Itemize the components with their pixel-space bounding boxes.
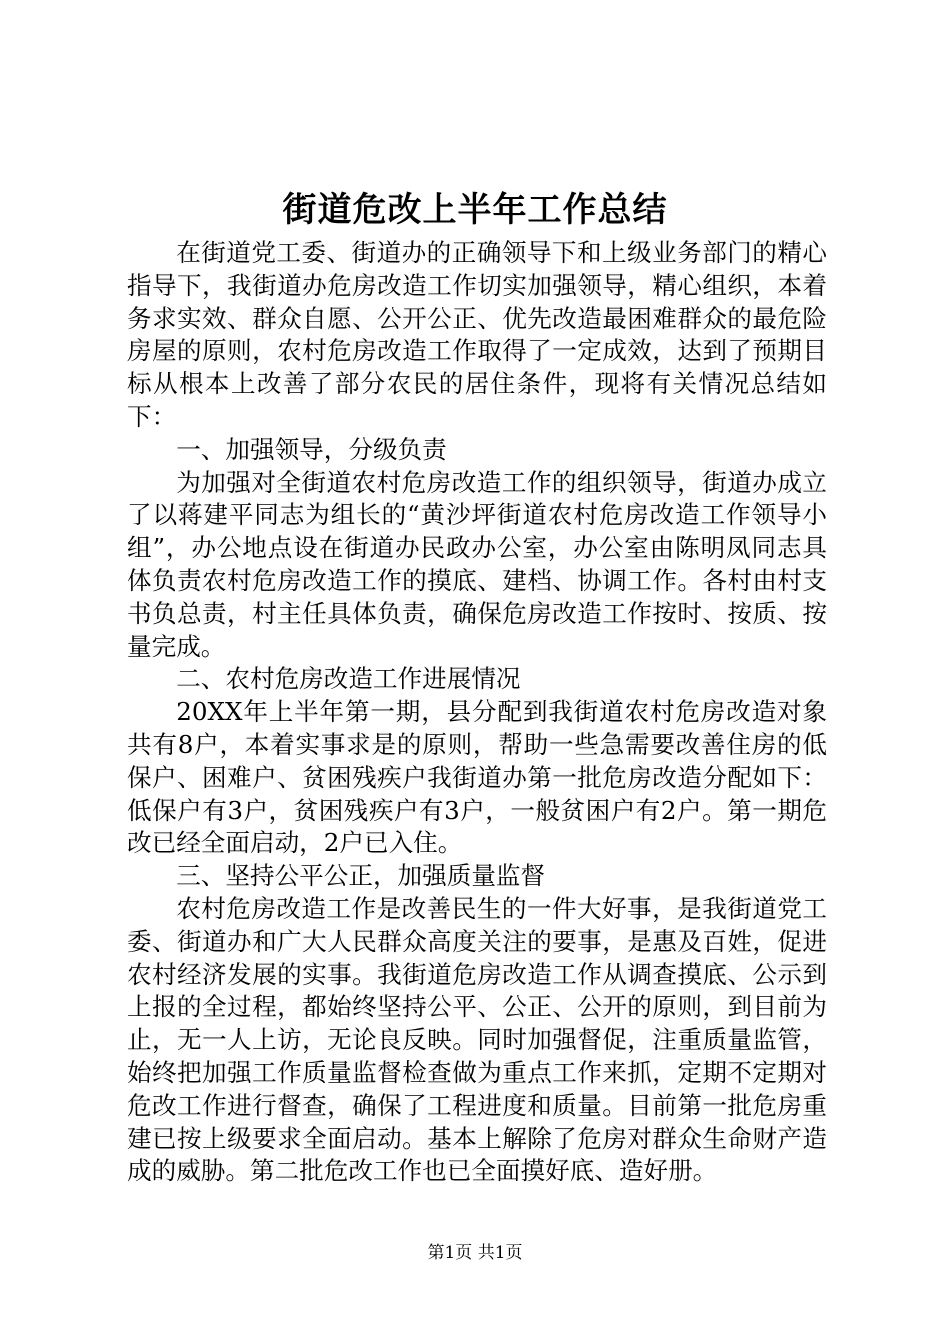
- section-heading-3: 三、坚持公平公正，加强质量监督: [176, 861, 546, 891]
- document-title: 街道危改上半年工作总结: [282, 190, 668, 230]
- body-paragraph: 为加强对全街道农村危房改造工作的组织领导，街道办成立了以蒋建平同志为组长的“黄沙坪街道农村危房改造工作领导小组”，办公地点设在街道办民政办公室，办公室由陈明凤同志具体负责农村危房改造工作的摸底、建档、协调工作。各村由村支书负总责，村主任具体负责，确保危房改造工作按时、按质、按量完成。: [127, 467, 827, 661]
- section-heading-1: 一、加强领导，分级负责: [176, 434, 447, 464]
- section-heading-2: 二、农村危房改造工作进展情况: [176, 664, 521, 694]
- page-footer: 第1页 共1页: [427, 1243, 523, 1263]
- body-paragraph: 农村危房改造工作是改善民生的一件大好事，是我街道党工委、街道办和广大人民群众高度关注的要事，是惠及百姓，促进农村经济发展的实事。我街道危房改造工作从调查摸底、公示到上报的全过程，都始终坚持公平、公正、公开的原则，到目前为止，无一人上访，无论良反映。同时加强督促，注重质量监管，始终把加强工作质量监督检查做为重点工作来抓，定期不定期对危改工作进行督查，确保了工程进度和质量。目前第一批危房重建已按上级要求全面启动。基本上解除了危房对群众生命财产造成的威胁。第二批危改工作也已全面摸好底、造好册。: [127, 893, 827, 1186]
- intro-paragraph: 在街道党工委、街道办的正确领导下和上级业务部门的精心指导下，我街道办危房改造工作切实加强领导，精心组织，本着务求实效、群众自愿、公开公正、优先改造最困难群众的最危险房屋的原则，农村危房改造工作取得了一定成效，达到了预期目标从根本上改善了部分农民的居住条件，现将有关情况总结如下：: [127, 238, 827, 431]
- body-paragraph: 20XX年上半年第一期，县分配到我街道农村危房改造对象共有8户，本着实事求是的原则，帮助一些急需要改善住房的低保户、困难户、贫困残疾户我街道办第一批危房改造分配如下：低保户有3户，贫困残疾户有3户，一般贫困户有2户。第一期危改已经全面启动，2户已入住。: [127, 697, 827, 858]
- document-body: [127, 237, 827, 1188]
